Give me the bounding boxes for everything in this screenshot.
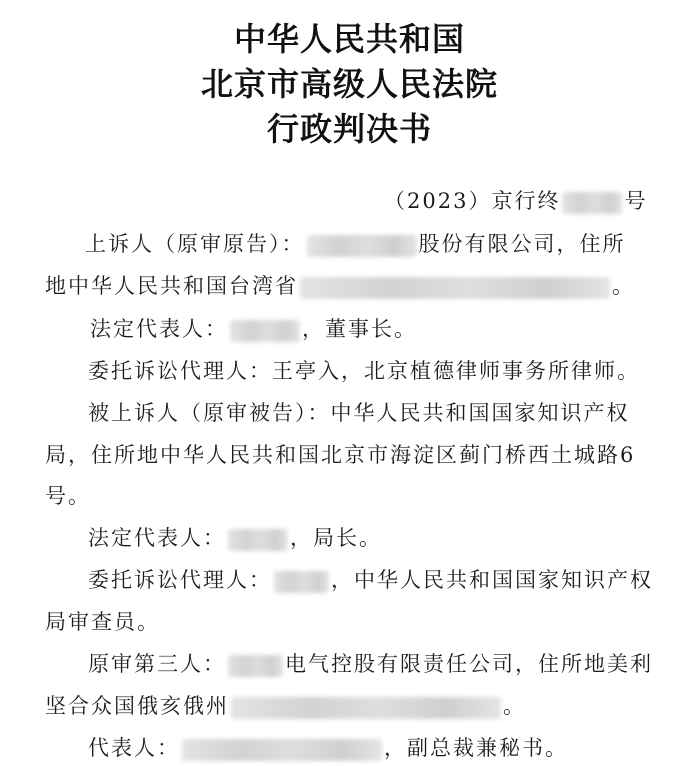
case-number-prefix: （2023）京行终 xyxy=(384,189,561,213)
court-name-title: 北京市高级人民法院 xyxy=(200,65,498,103)
redacted-appellant-name xyxy=(307,235,417,257)
appellee-line-3: 号。 xyxy=(45,484,91,508)
appellant-address-prefix: 地中华人民共和国台湾省 xyxy=(45,274,298,298)
case-number-suffix: 号 xyxy=(624,189,648,213)
appellant-name-tail: 股份有限公司，住所 xyxy=(418,232,626,256)
appellant-label: 上诉人（原审原告）： xyxy=(85,232,305,256)
appellee-agent-line-2: 局审查员。 xyxy=(45,610,160,634)
third-party-tail: 电气控股有限责任公司，住所地美利 xyxy=(285,652,653,676)
third-party-line xyxy=(88,649,653,679)
third-party-representative-line xyxy=(88,733,568,763)
appellee-rep-role: ，局长。 xyxy=(290,526,382,550)
appellee-representative-line xyxy=(88,523,382,553)
appellee-agent-tail: ，中华人民共和国国家知识产权 xyxy=(331,568,653,592)
appellee-line-1: 被上诉人（原审被告）：中华人民共和国国家知识产权 xyxy=(88,401,630,425)
redacted-appellee-rep-name xyxy=(228,529,288,551)
third-party-rep-role: ，副总裁兼秘书。 xyxy=(384,736,568,760)
appellee-rep-label: 法定代表人： xyxy=(88,526,226,550)
appellee-agent-line xyxy=(88,565,653,595)
appellant-line xyxy=(85,229,626,259)
redacted-third-party-address xyxy=(231,697,501,719)
appellant-address-line xyxy=(45,271,635,301)
third-party-address-prefix: 坚合众国俄亥俄州 xyxy=(45,694,229,718)
third-party-address-line xyxy=(45,691,526,721)
third-party-address-tail: 。 xyxy=(503,694,526,718)
redacted-third-party-rep-name xyxy=(182,739,382,761)
appellee-agent-label: 委托诉讼代理人： xyxy=(88,568,272,592)
third-party-rep-label: 代表人： xyxy=(88,736,180,760)
document-type-title: 行政判决书 xyxy=(266,110,432,148)
case-number xyxy=(384,186,647,216)
appellant-address-tail: 。 xyxy=(612,274,635,298)
redacted-appellant-rep-name xyxy=(230,320,300,342)
redacted-third-party-name xyxy=(228,655,283,677)
court-country-title: 中华人民共和国 xyxy=(233,20,465,58)
appellant-rep-role: ，董事长。 xyxy=(302,317,417,341)
redacted-appellee-agent-name xyxy=(274,571,329,593)
appellant-agent-line: 委托诉讼代理人：王亭入，北京植德律师事务所律师。 xyxy=(88,359,640,383)
redacted-appellant-address xyxy=(300,277,610,299)
appellant-rep-label: 法定代表人： xyxy=(90,317,228,341)
appellee-line-2: 局，住所地中华人民共和国北京市海淀区蓟门桥西土城路6 xyxy=(45,443,636,467)
third-party-label: 原审第三人： xyxy=(88,652,226,676)
appellant-representative-line xyxy=(90,314,417,344)
redacted-case-number xyxy=(562,192,622,214)
